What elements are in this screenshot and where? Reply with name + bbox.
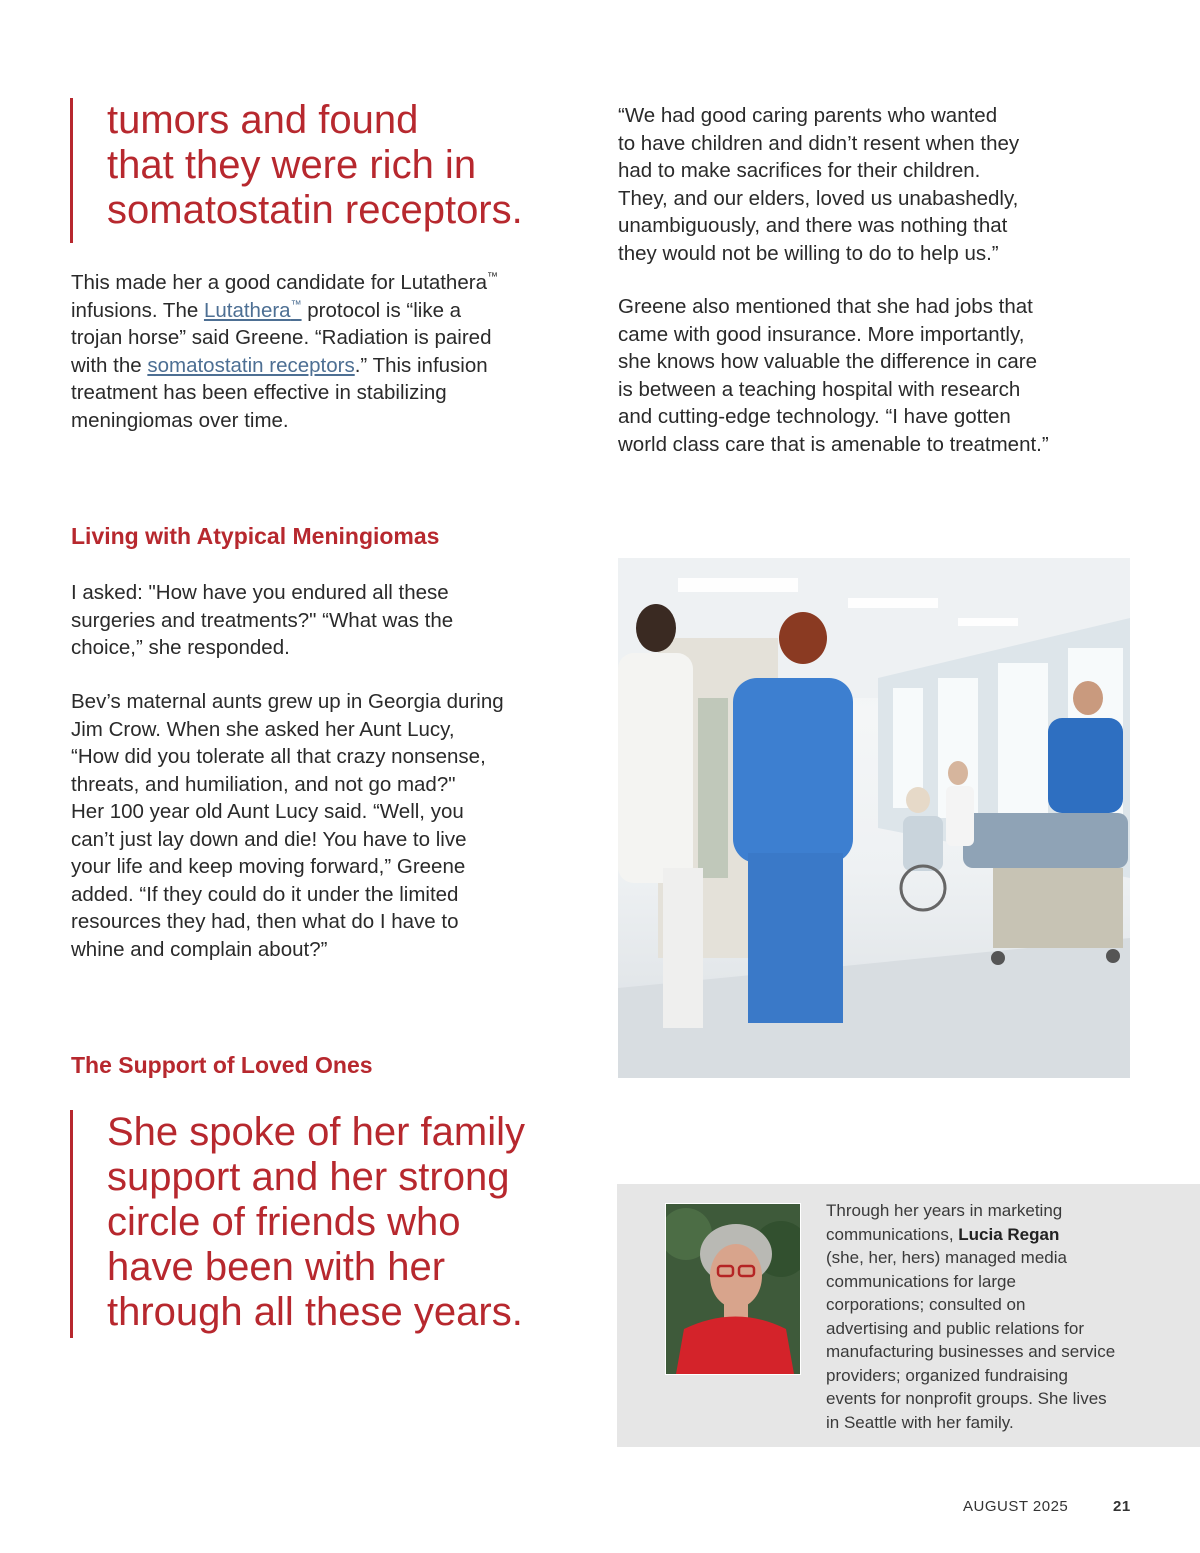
pull-quote-line: through all these years. bbox=[107, 1290, 523, 1334]
hospital-corridor-photo bbox=[618, 558, 1130, 1078]
author-name: Lucia Regan bbox=[958, 1224, 1060, 1244]
pull-quote-line: that they were rich in bbox=[107, 143, 477, 187]
author-portrait bbox=[666, 1204, 800, 1374]
somatostatin-receptors-link[interactable]: somatostatin receptors bbox=[147, 353, 355, 377]
section-heading-support: The Support of Loved Ones bbox=[71, 1052, 373, 1078]
pull-quote-line: tumors and found bbox=[107, 98, 419, 142]
aunt-lucy-paragraph: Bev’s maternal aunts grew up in Georgia during Jim Crow. When she asked her Aunt Lucy, “How did you tolerate all that crazy nonsense, threats, and humiliation, and not go mad?" Her 100 year old Aunt Lucy said. “Well, you can’t just lay down and die! You have to live your life and keep moving forward,” Greene added. “If they could do it under the limited resources they had, then what do I have to whine and complain about?” bbox=[71, 690, 504, 961]
author-photo bbox=[665, 1203, 801, 1375]
page-number: 21 bbox=[1113, 1498, 1131, 1515]
endured-paragraph: I asked: "How have you endured all these surgeries and treatments?" “What was the choice,” she responded. bbox=[71, 581, 454, 659]
author-bio-box bbox=[617, 1184, 1200, 1447]
section-heading-living: Living with Atypical Meningiomas bbox=[71, 523, 440, 549]
pull-quote-line: support and her strong bbox=[107, 1155, 510, 1199]
pull-quote-line: have been with her bbox=[107, 1245, 446, 1289]
insurance-paragraph: Greene also mentioned that she had jobs that came with good insurance. More importantly, she knows how valuable the difference in care is between a teaching hospital with research and cutting-edge technology. “I have gotten world class care that is amenable to treatment.” bbox=[618, 295, 1049, 456]
intro-paragraph: This made her a good candidate for Lutathera™ infusions. The Lutathera™ protocol is “like a trojan horse” said Greene. “Radiation is paired with the somatostatin receptors.” This infusion treatment has been effective in stabilizing meningiomas over time. bbox=[71, 271, 498, 432]
pull-quote-line: circle of friends who bbox=[107, 1200, 461, 1244]
footer-issue-date: AUGUST 2025 bbox=[963, 1498, 1069, 1515]
trademark-symbol: ™ bbox=[486, 271, 498, 283]
lutathera-link[interactable]: Lutathera™ bbox=[203, 298, 302, 322]
pull-quote-line: somatostatin receptors. bbox=[107, 188, 523, 232]
parents-quote-paragraph: “We had good caring parents who wanted to have children and didn’t resent when they had to make sacrifices for their children. They, and our elders, loved us unabashedly, unambiguously, and there was nothing that they would not be willing to do to help us.” bbox=[618, 104, 1020, 265]
pull-quote-top bbox=[70, 98, 523, 243]
author-bio-text: Through her years in marketing communications, Lucia Regan (she, her, hers) managed media communications for large corporations; consulted on advertising and public relations for manufacturing businesses and service providers; organized fundraising events for nonprofit groups. She lives in Seattle with her family. bbox=[826, 1201, 1116, 1432]
pull-quote-bottom bbox=[70, 1110, 525, 1338]
hospital-corridor-illustration bbox=[618, 558, 1130, 1078]
pull-quote-line: She spoke of her family bbox=[107, 1110, 525, 1154]
